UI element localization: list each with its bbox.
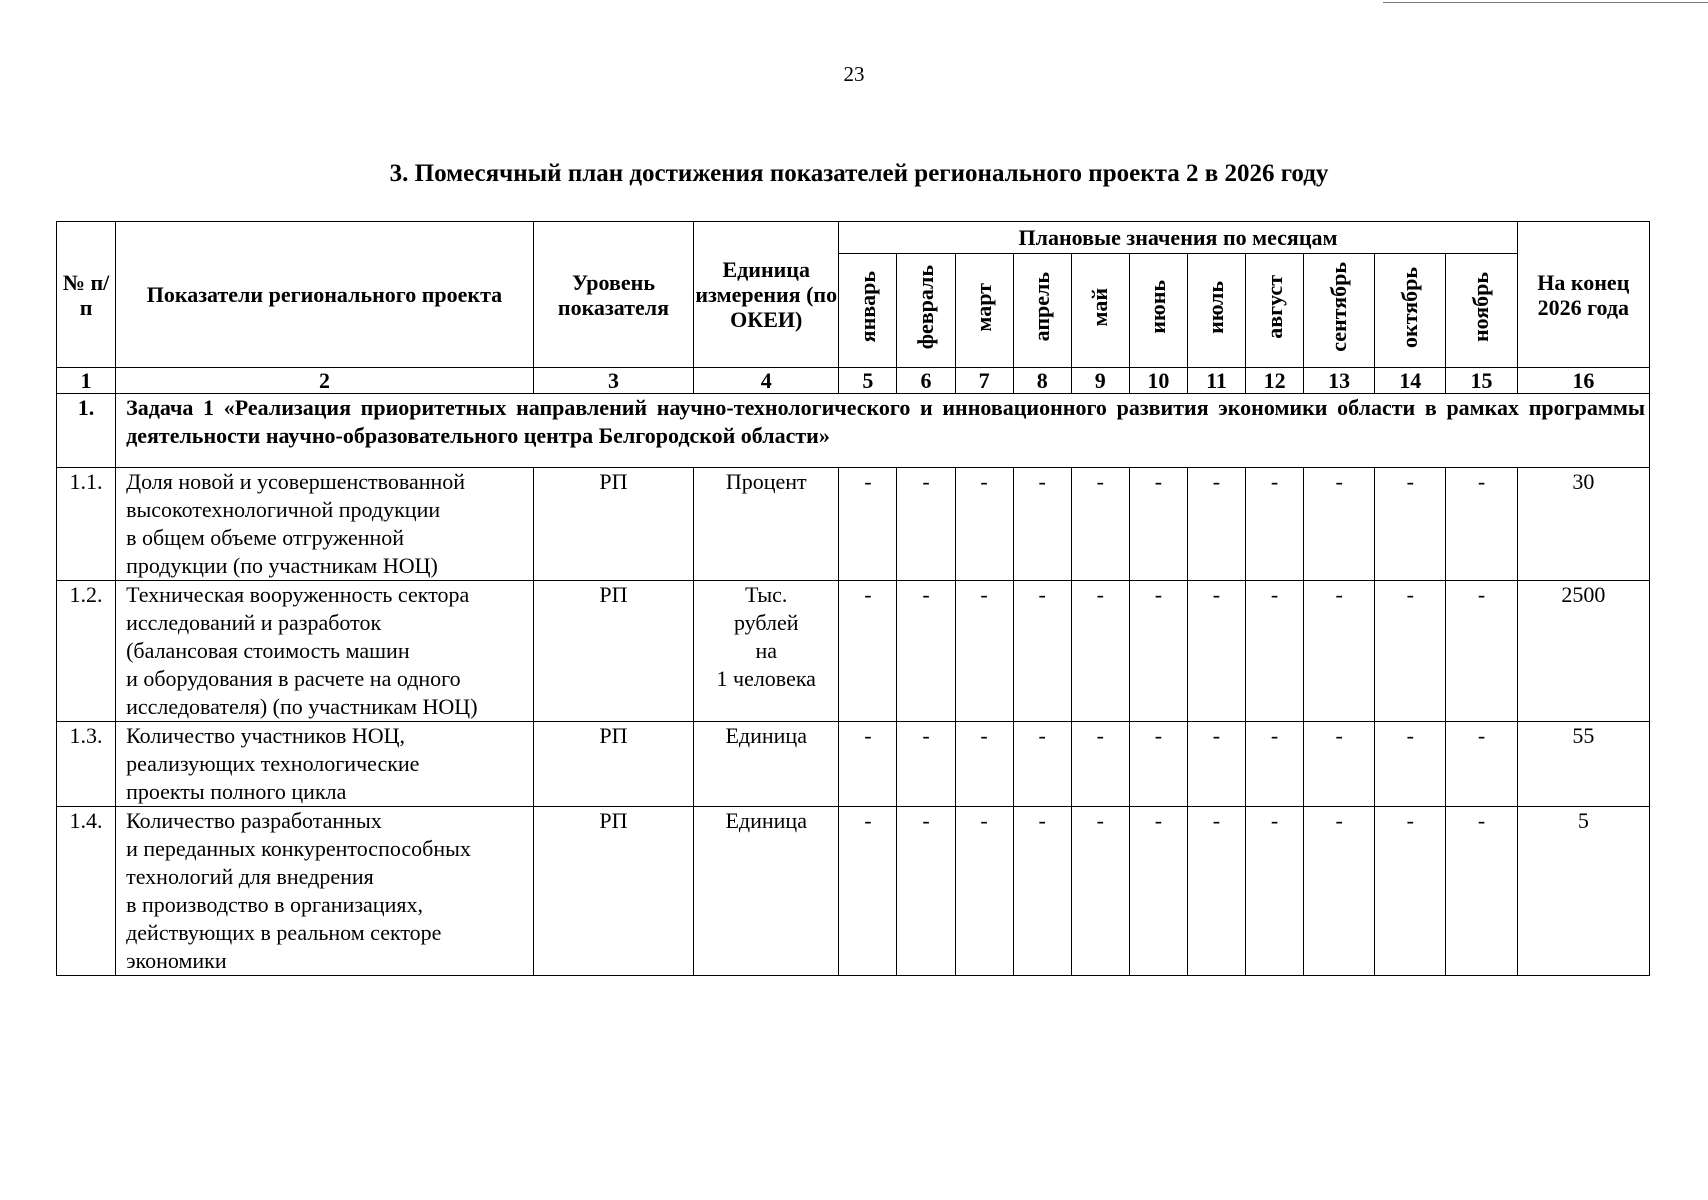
column-number: 10 — [1129, 368, 1187, 394]
month-label: июль — [1203, 280, 1229, 334]
indicator-name-line: (балансовая стоимость машин — [126, 638, 410, 663]
header-num: № п/п — [57, 222, 116, 368]
indicator-level: РП — [533, 468, 693, 581]
month-value: - — [1129, 722, 1187, 807]
month-header-apr — [1013, 254, 1071, 368]
month-value: - — [1071, 807, 1129, 976]
month-value: - — [839, 581, 897, 722]
monthly-plan-table — [56, 221, 1650, 976]
column-number: 9 — [1071, 368, 1129, 394]
indicator-unit-line: Тыс. — [745, 582, 788, 607]
column-number: 16 — [1517, 368, 1649, 394]
month-label: январь — [854, 271, 880, 343]
indicator-row — [57, 722, 1650, 807]
column-number: 7 — [955, 368, 1013, 394]
header-row — [57, 222, 1650, 254]
month-label: март — [971, 282, 997, 332]
column-number: 12 — [1246, 368, 1304, 394]
indicator-name-line: продукции (по участникам НОЦ) — [126, 553, 438, 578]
month-value: - — [839, 722, 897, 807]
page-number: 23 — [843, 62, 865, 86]
indicator-unit-line: на — [755, 638, 777, 663]
month-value: - — [1246, 722, 1304, 807]
month-value: - — [1187, 468, 1245, 581]
indicator-unit-line: Процент — [725, 469, 807, 494]
column-number: 11 — [1187, 368, 1245, 394]
indicator-name-line: Количество разработанных — [126, 808, 382, 833]
month-value: - — [1013, 468, 1071, 581]
task-text: Задача 1 «Реализация приоритетных направлений научно-технологического и инновационного развития экономики области в рамках программы деятельности научно-образовательного центра Белгородской области» — [116, 394, 1650, 468]
indicator-row — [57, 807, 1650, 976]
end-of-year-value: 55 — [1517, 722, 1649, 807]
column-number: 13 — [1304, 368, 1375, 394]
task-number: 1. — [57, 394, 116, 468]
month-value: - — [1446, 468, 1517, 581]
month-header-mar — [955, 254, 1013, 368]
column-number: 14 — [1375, 368, 1446, 394]
indicator-name-line: исследований и разработок — [126, 610, 382, 635]
month-value: - — [1187, 807, 1245, 976]
indicator-name-line: исследователя) (по участникам НОЦ) — [126, 694, 478, 719]
month-value: - — [1187, 722, 1245, 807]
indicator-name — [116, 581, 534, 722]
month-header-nov — [1446, 254, 1517, 368]
month-label: апрель — [1029, 272, 1055, 342]
row-number: 1.4. — [57, 807, 116, 976]
month-header-oct — [1375, 254, 1446, 368]
indicator-level: РП — [533, 807, 693, 976]
column-number: 4 — [694, 368, 839, 394]
header-monthly-group: Плановые значения по месяцам — [839, 222, 1517, 254]
month-value: - — [839, 468, 897, 581]
header-end-of-year: На конец 2026 года — [1517, 222, 1649, 368]
header-level: Уровень показателя — [533, 222, 693, 368]
indicator-name-line: в общем объеме отгруженной — [126, 525, 405, 550]
month-value: - — [955, 722, 1013, 807]
month-value: - — [1246, 807, 1304, 976]
month-value: - — [1129, 581, 1187, 722]
month-value: - — [1246, 468, 1304, 581]
month-label: август — [1261, 275, 1287, 339]
month-value: - — [1071, 468, 1129, 581]
indicator-name-line: действующих в реальном секторе — [126, 920, 442, 945]
column-number: 3 — [533, 368, 693, 394]
month-header-jan — [839, 254, 897, 368]
month-value: - — [1304, 468, 1375, 581]
indicator-unit-line: Единица — [725, 723, 807, 748]
header-unit: Единица измерения (по ОКЕИ) — [694, 222, 839, 368]
end-of-year-value: 30 — [1517, 468, 1649, 581]
month-value: - — [1304, 722, 1375, 807]
indicator-unit — [694, 581, 839, 722]
indicator-name-line: высокотехнологичной продукции — [126, 497, 441, 522]
column-number: 8 — [1013, 368, 1071, 394]
month-value: - — [1071, 581, 1129, 722]
indicator-name-line: экономики — [126, 948, 227, 973]
month-value: - — [897, 468, 955, 581]
column-number-row — [57, 368, 1650, 394]
month-value: - — [1375, 468, 1446, 581]
column-number: 15 — [1446, 368, 1517, 394]
indicator-name-line: реализующих технологические — [126, 751, 420, 776]
column-number: 6 — [897, 368, 955, 394]
month-value: - — [1446, 807, 1517, 976]
row-number: 1.2. — [57, 581, 116, 722]
month-value: - — [1187, 581, 1245, 722]
month-label: октябрь — [1397, 266, 1423, 348]
indicator-level: РП — [533, 581, 693, 722]
indicator-unit — [694, 722, 839, 807]
month-value: - — [955, 468, 1013, 581]
month-value: - — [897, 807, 955, 976]
indicator-row — [57, 581, 1650, 722]
column-number: 2 — [116, 368, 534, 394]
end-of-year-value: 2500 — [1517, 581, 1649, 722]
indicator-name-line: в производство в организациях, — [126, 892, 423, 917]
month-value: - — [955, 581, 1013, 722]
month-value: - — [1071, 722, 1129, 807]
indicator-level: РП — [533, 722, 693, 807]
month-header-feb — [897, 254, 955, 368]
month-label: май — [1087, 287, 1113, 327]
indicator-rows — [57, 468, 1650, 976]
end-of-year-value: 5 — [1517, 807, 1649, 976]
indicator-name-line: и оборудования в расчете на одного — [126, 666, 461, 691]
month-value: - — [1446, 722, 1517, 807]
row-number: 1.1. — [57, 468, 116, 581]
month-label: июнь — [1145, 280, 1171, 334]
month-value: - — [1446, 581, 1517, 722]
header-indicator: Показатели регионального проекта — [116, 222, 534, 368]
indicator-name — [116, 468, 534, 581]
indicator-name-line: и переданных конкурентоспособных — [126, 836, 471, 861]
column-number: 5 — [839, 368, 897, 394]
month-label: сентябрь — [1326, 262, 1352, 352]
month-header-jun — [1129, 254, 1187, 368]
month-value: - — [1304, 581, 1375, 722]
indicator-row — [57, 468, 1650, 581]
month-header-jul — [1187, 254, 1245, 368]
month-value: - — [1129, 468, 1187, 581]
month-value: - — [1375, 722, 1446, 807]
indicator-unit — [694, 807, 839, 976]
month-header-aug — [1246, 254, 1304, 368]
month-value: - — [839, 807, 897, 976]
indicator-unit-line: Единица — [725, 808, 807, 833]
month-value: - — [1013, 722, 1071, 807]
month-value: - — [1013, 581, 1071, 722]
month-value: - — [897, 722, 955, 807]
month-value: - — [1375, 807, 1446, 976]
indicator-name-line: технологий для внедрения — [126, 864, 374, 889]
month-value: - — [1375, 581, 1446, 722]
month-value: - — [897, 581, 955, 722]
column-number: 1 — [57, 368, 116, 394]
indicator-name-line: Техническая вооруженность сектора — [126, 582, 470, 607]
month-value: - — [1304, 807, 1375, 976]
month-value: - — [1246, 581, 1304, 722]
top-edge-rule — [1383, 2, 1708, 3]
indicator-unit-line: 1 человека — [716, 666, 816, 691]
indicator-name-line: Количество участников НОЦ, — [126, 723, 406, 748]
indicator-unit — [694, 468, 839, 581]
indicator-name-line: проекты полного цикла — [126, 779, 347, 804]
indicator-unit-line: рублей — [733, 610, 799, 635]
row-number: 1.3. — [57, 722, 116, 807]
month-value: - — [1129, 807, 1187, 976]
month-value: - — [1013, 807, 1071, 976]
section-title: 3. Помесячный план достижения показателей регионального проекта 2 в 2026 году — [389, 160, 1329, 187]
month-label: ноябрь — [1468, 271, 1494, 343]
task-row — [57, 394, 1650, 468]
month-value: - — [955, 807, 1013, 976]
indicator-name-line: Доля новой и усовершенствованной — [126, 469, 466, 494]
indicator-name — [116, 722, 534, 807]
indicator-name — [116, 807, 534, 976]
month-header-sep — [1304, 254, 1375, 368]
month-label: февраль — [913, 264, 938, 350]
month-header-may — [1071, 254, 1129, 368]
